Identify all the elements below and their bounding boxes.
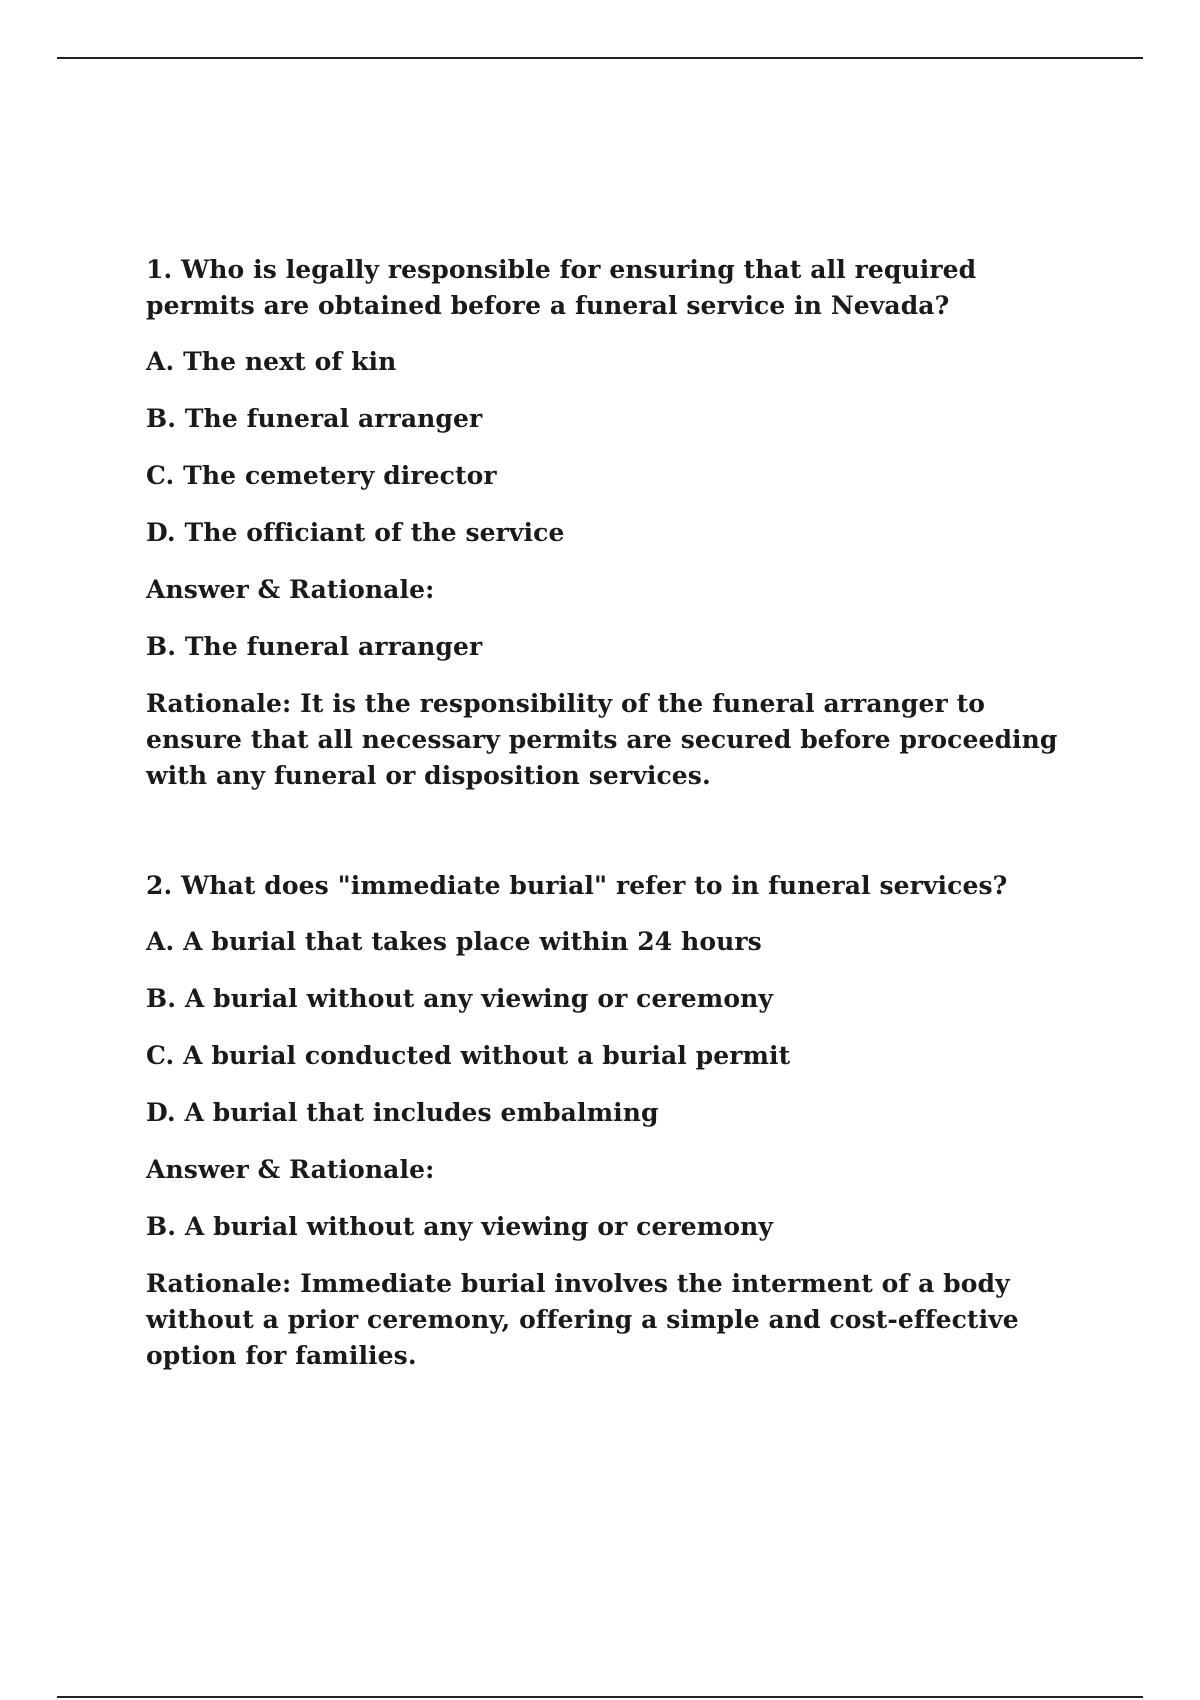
question-text: 1. Who is legally responsible for ensuring that all required permits are obtained before a funeral service in Nevada? xyxy=(146,255,977,320)
option-b: B. A burial without any viewing or ceremony xyxy=(146,984,774,1013)
rationale-text: Rationale: It is the responsibility of the funeral arranger to ensure that all necessary permits are secured before proceeding with any funeral or disposition services. xyxy=(146,689,1058,790)
option-d: D. A burial that includes embalming xyxy=(146,1098,659,1127)
option-b: B. The funeral arranger xyxy=(146,404,483,433)
top-rule xyxy=(57,57,1143,59)
answer-heading: Answer & Rationale: xyxy=(146,575,435,604)
question-block-2 xyxy=(146,868,1086,1374)
question-text: 2. What does "immediate burial" refer to in funeral services? xyxy=(146,871,1008,900)
rationale-text: Rationale: Immediate burial involves the interment of a body without a prior ceremony, offering a simple and cost-effective option for families. xyxy=(146,1269,1019,1370)
correct-answer: B. The funeral arranger xyxy=(146,632,483,661)
option-a: A. The next of kin xyxy=(146,347,397,376)
page-content xyxy=(146,252,1086,1374)
correct-answer: B. A burial without any viewing or ceremony xyxy=(146,1212,774,1241)
option-a: A. A burial that takes place within 24 hours xyxy=(146,927,762,956)
question-block-1 xyxy=(146,252,1086,794)
option-c: C. A burial conducted without a burial permit xyxy=(146,1041,791,1070)
answer-heading: Answer & Rationale: xyxy=(146,1155,435,1184)
bottom-rule xyxy=(57,1696,1143,1698)
option-c: C. The cemetery director xyxy=(146,461,497,490)
option-d: D. The officiant of the service xyxy=(146,518,565,547)
